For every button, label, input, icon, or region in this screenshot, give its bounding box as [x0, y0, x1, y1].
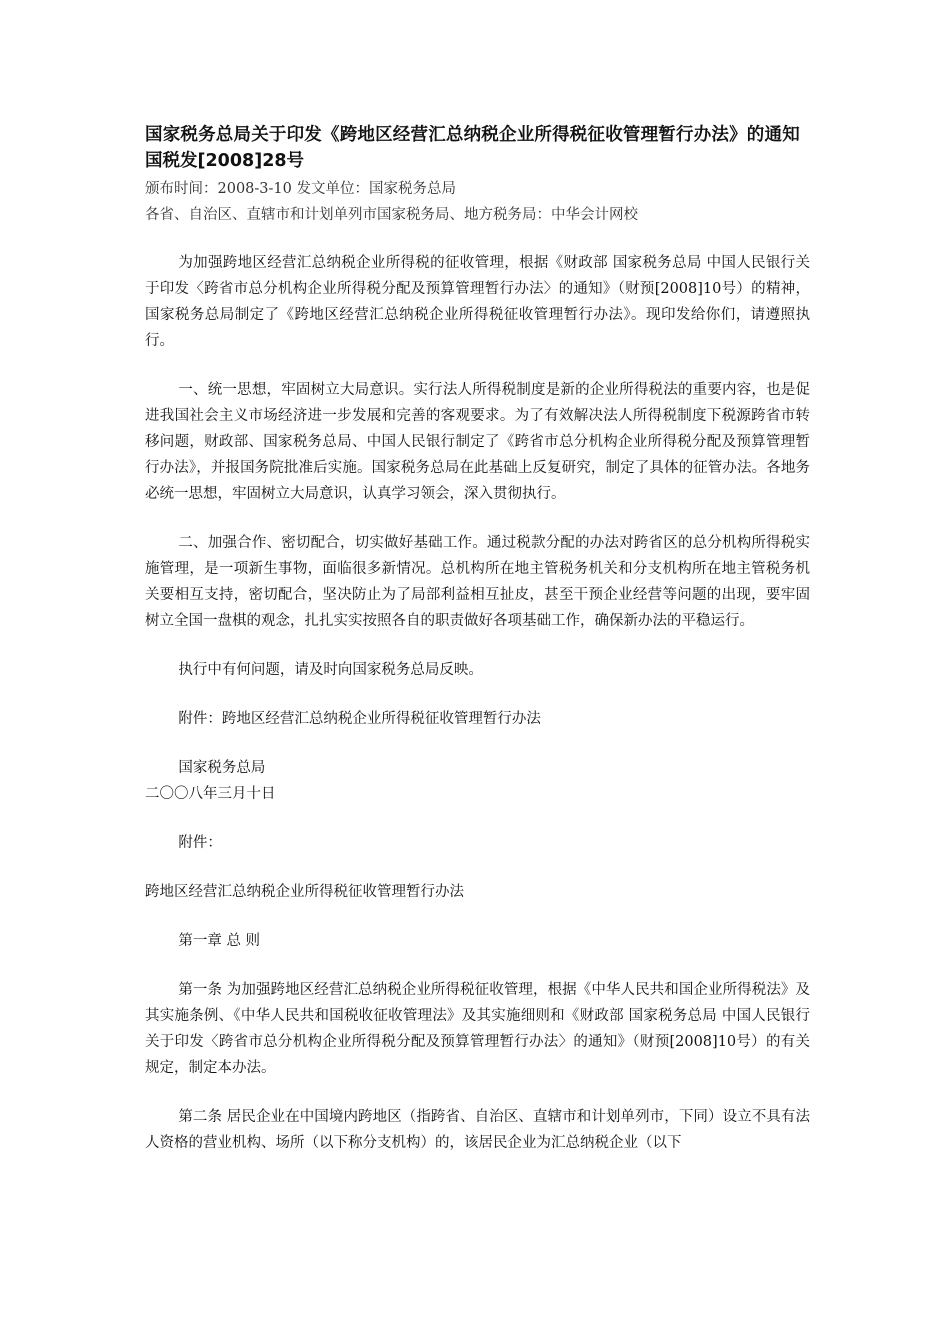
signature-issuer: 国家税务总局: [178, 760, 266, 776]
document-number: 国税发[2008]28号: [145, 151, 305, 171]
document-title: 国家税务总局关于印发《跨地区经营汇总纳税企业所得税征收管理暂行办法》的通知: [145, 125, 800, 145]
attachment-label: 附件：: [178, 835, 222, 851]
attachment-title: 跨地区经营汇总纳税企业所得税征收管理暂行办法: [145, 884, 464, 900]
paragraph-feedback: 执行中有何问题，请及时向国家税务总局反映。: [178, 662, 483, 678]
article-two: 第二条 居民企业在中国境内跨地区（指跨省、自治区、直辖市和计划单列市，下同）设立不具有法人资格的营业机构、场所（以下称分支机构）的，该居民企业为汇总纳税企业（以下: [145, 1109, 810, 1151]
signature-date: 二〇〇八年三月十日: [145, 786, 276, 802]
document-page: [145, 122, 810, 1156]
recipients-line: 各省、自治区、直辖市和计划单列市国家税务局、地方税务局：中华会计网校: [145, 207, 638, 223]
paragraph-point-one: 一、统一思想，牢固树立大局意识。实行法人所得税制度是新的企业所得税法的重要内容，也是促进我国社会主义市场经济进一步发展和完善的客观要求。为了有效解决法人所得税制度下税源跨省市转移问题，财政部、国家税务总局、中国人民银行制定了《跨省市总分机构企业所得税分配及预算管理暂行办法》，并报国务院批准后实施。国家税务总局在此基础上反复研究，制定了具体的征管办法。各地务必统一思想，牢固树立大局意识，认真学习领会，深入贯彻执行。: [145, 382, 810, 502]
publish-meta: 颁布时间：2008-3-10 发文单位：国家税务总局: [145, 181, 456, 197]
paragraph-intro: 为加强跨地区经营汇总纳税企业所得税的征收管理，根据《财政部 国家税务总局 中国人民银行关于印发〈跨省市总分机构企业所得税分配及预算管理暂行办法〉的通知》（财预[2008]10号）的精神，国家税务总局制定了《跨地区经营汇总纳税企业所得税征收管理暂行办法》。现印发给你们，请遵照执行。: [145, 255, 810, 349]
paragraph-point-two: 二、加强合作、密切配合，切实做好基础工作。通过税款分配的办法对跨省区的总分机构所得税实施管理，是一项新生事物，面临很多新情况。总机构所在地主管税务机关和分支机构所在地主管税务机关要相互支持，密切配合，坚决防止为了局部利益相互扯皮，甚至干预企业经营等问题的出现，要牢固树立全国一盘棋的观念，扎扎实实按照各自的职责做好各项基础工作，确保新办法的平稳运行。: [145, 535, 810, 629]
paragraph-attachment-note: 附件：跨地区经营汇总纳税企业所得税征收管理暂行办法: [178, 711, 541, 727]
article-one: 第一条 为加强跨地区经营汇总纳税企业所得税征收管理，根据《中华人民共和国企业所得税法》及其实施条例、《中华人民共和国税收征收管理法》及其实施细则和《财政部 国家税务总局 中国人民银行关于印发〈跨省市总分机构企业所得税分配及预算管理暂行办法〉的通知》（财预[2008]10号）的有关规定，制定本办法。: [145, 982, 810, 1076]
chapter-heading: 第一章 总 则: [178, 933, 261, 949]
